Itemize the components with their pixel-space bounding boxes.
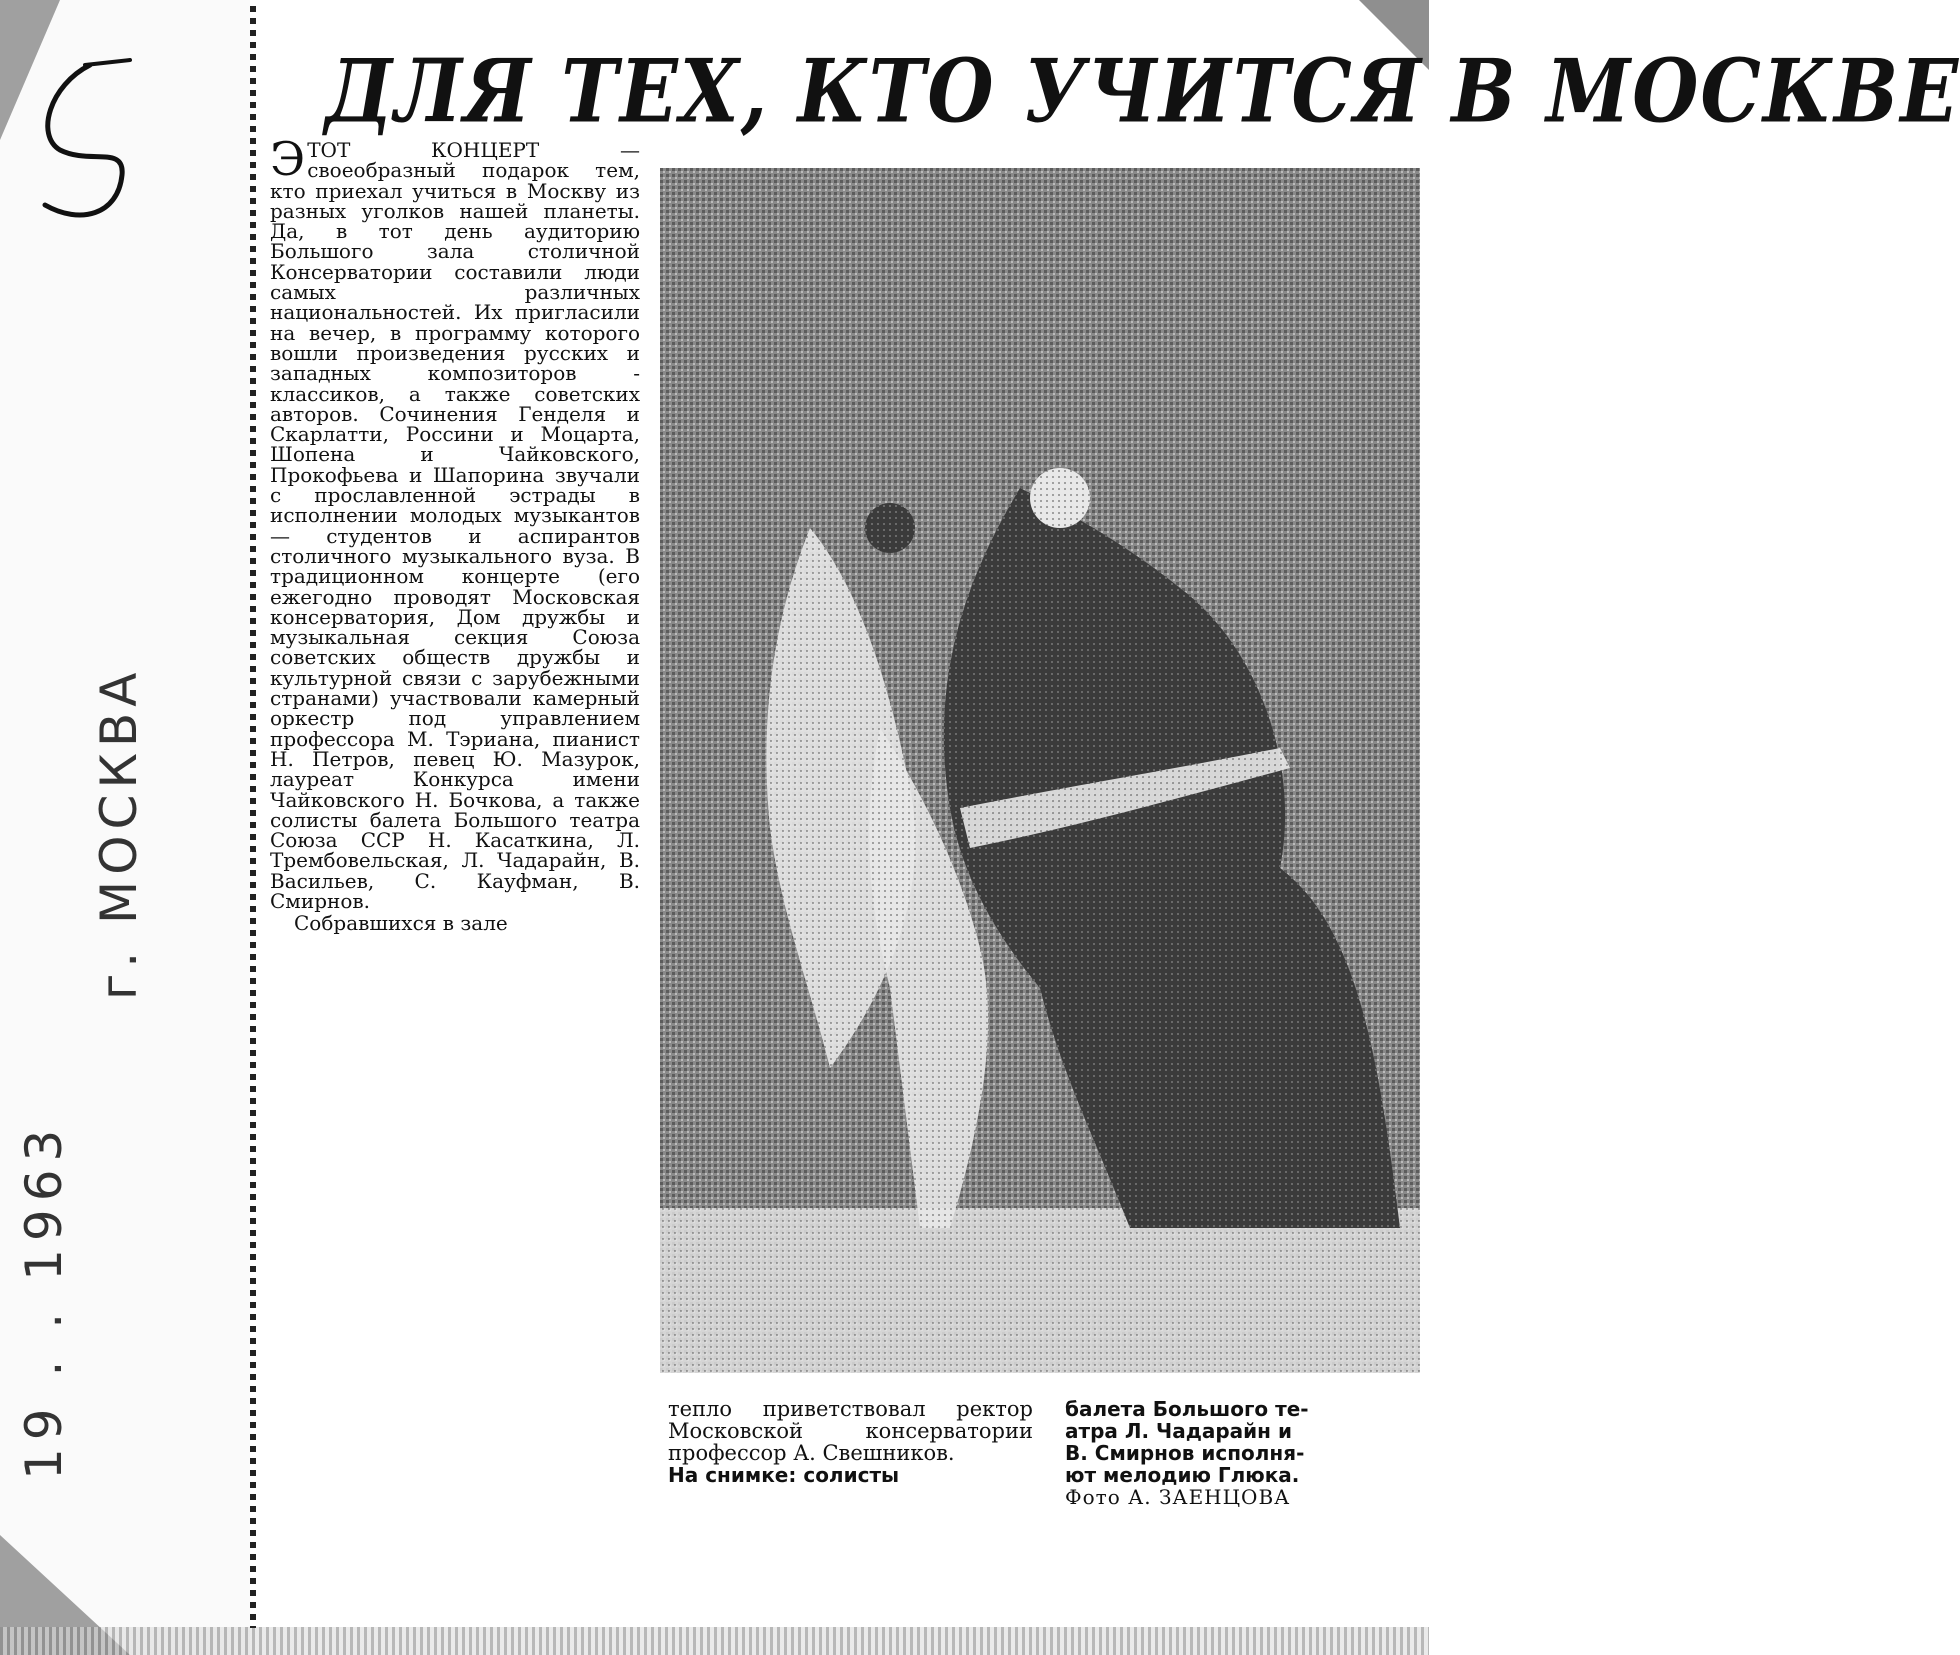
caption-line: атра Л. Чадарайн и — [1065, 1419, 1292, 1443]
article-column — [270, 132, 640, 936]
date-stamp: 19 . . 1963 — [15, 1121, 73, 1480]
cut-line — [250, 6, 256, 1628]
article-continuation — [668, 1398, 1033, 1486]
handwritten-number — [30, 55, 140, 235]
caption-line: балета Большого те- — [1065, 1397, 1309, 1421]
caption-line: ют мелодию Глюка. — [1065, 1463, 1300, 1487]
article-body: ТОТ КОНЦЕРТ — своеобразный подарок тем, кто приехал учиться в Москву из разных уголков нашей планеты. Да, в тот день аудиторию Большого зала столичной Консерватории составили люди самых различных национальностей. Их пригласили на вечер, в программу которого вошли произведения русских и западных композиторов - классиков, а также советских авторов. Сочинения Генделя и Скарлатти, Россини и Моцарта, Шопена и Чайковского, Прокофьева и Шапорина звучали с прославленной эстрады в исполнении молодых музыкантов — студентов и аспирантов столичного музыкального вуза. В традиционном концерте (его ежегодно проводят Московская консерватория, Дом дружбы и музыкальная секция Союза советских обществ дружбы и культурной связи с зарубежными странами) участвовали камерный оркестр под управлением профессора М. Тэриана, пианист Н. Петров, певец Ю. Мазурок, лауреат Конкурса имени Чайковского Н. Бочкова, а также солисты балета Большого театра Союза ССР Н. Касаткина, Л. Трембовельская, Л. Чадарайн, В. Васильев, С. Кауфман, В. Смирнов. — [270, 138, 640, 913]
paper-edge — [0, 1627, 1429, 1655]
caption-line: В. Смирнов исполня- — [1065, 1441, 1305, 1465]
photo-credit: Фото А. ЗАЕНЦОВА — [1065, 1485, 1291, 1509]
headline: ДЛЯ ТЕХ, КТО УЧИТСЯ В МОСКВЕ — [325, 40, 1960, 143]
ballet-photo — [660, 168, 1420, 1373]
drop-cap: Э — [270, 132, 306, 186]
article-continuation-text: тепло приветствовал ректор Московской консерватории профессор А. Свешников. — [668, 1397, 1033, 1465]
photo-caption — [1065, 1398, 1425, 1508]
city-stamp: г. МОСКВА — [90, 666, 148, 1000]
caption-lead: На снимке: солисты — [668, 1463, 900, 1487]
article-last-line: Собравшихся в зале — [294, 911, 508, 936]
